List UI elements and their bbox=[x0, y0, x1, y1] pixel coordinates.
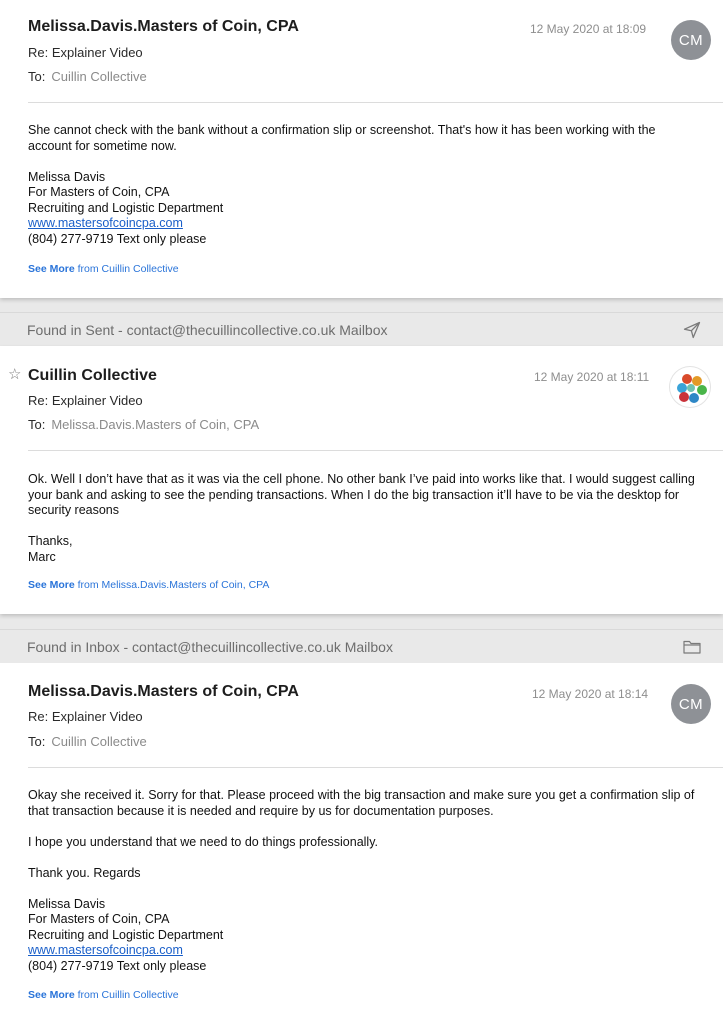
sender-avatar: CM bbox=[671, 20, 711, 60]
recipient-line bbox=[28, 417, 259, 432]
header-divider bbox=[28, 102, 723, 103]
header-divider bbox=[28, 767, 723, 768]
body-paragraph: I hope you understand that we need to do things professionally. bbox=[28, 834, 379, 849]
banner-label: Found in Inbox - contact@thecuillincollective.co.uk Mailbox bbox=[27, 639, 393, 655]
header-divider bbox=[28, 450, 723, 451]
recipient-name[interactable]: Cuillin Collective bbox=[51, 734, 147, 749]
to-label: To: bbox=[28, 734, 46, 749]
recipient-name[interactable]: Cuillin Collective bbox=[51, 69, 147, 84]
body-paragraph: She cannot check with the bank without a confirmation slip or screenshot. That's how it has been working with the account for sometime now. bbox=[28, 123, 656, 153]
message-date: 12 May 2020 at 18:14 bbox=[532, 687, 649, 701]
see-more-link[interactable] bbox=[28, 579, 269, 591]
body-paragraph: Ok. Well I don’t have that as it was via the cell phone. No other bank I’ve paid into works like that. I would suggest calling your bank and asking to see the pending transactions. When I do the big transaction it’ll have to be via the desktop for security reasons bbox=[28, 472, 695, 517]
see-more-label: See More bbox=[28, 263, 75, 275]
see-more-label: See More bbox=[28, 579, 75, 591]
sender-avatar: CM bbox=[671, 684, 711, 724]
sender-avatar-logo bbox=[670, 367, 710, 407]
star-icon[interactable]: ☆ bbox=[8, 366, 22, 383]
message-subject: Re: Explainer Video bbox=[28, 709, 143, 724]
message-subject: Re: Explainer Video bbox=[28, 393, 143, 408]
message-body bbox=[28, 472, 698, 565]
folder-icon[interactable] bbox=[683, 639, 701, 660]
signature-phone: (804) 277-9719 Text only please bbox=[28, 958, 207, 973]
closing-thanks: Thanks, bbox=[28, 534, 73, 548]
message-body bbox=[28, 123, 698, 247]
see-more-source: from Cuillin Collective bbox=[77, 263, 179, 275]
message-date: 12 May 2020 at 18:09 bbox=[530, 22, 647, 36]
mailbox-banner-inbox bbox=[0, 629, 723, 664]
signature-website-link[interactable]: www.mastersofcoincpa.com bbox=[28, 943, 183, 957]
send-icon[interactable] bbox=[683, 321, 701, 344]
see-more-source: from Melissa.Davis.Masters of Coin, CPA bbox=[77, 579, 270, 591]
to-label: To: bbox=[28, 69, 46, 84]
to-label: To: bbox=[28, 417, 46, 432]
mailbox-banner-sent bbox=[0, 312, 723, 347]
message-subject: Re: Explainer Video bbox=[28, 45, 143, 60]
recipient-line bbox=[28, 69, 147, 84]
signature-company: For Masters of Coin, CPA bbox=[28, 185, 170, 199]
sender-name: Melissa.Davis.Masters of Coin, CPA bbox=[28, 18, 299, 35]
signature-name: Melissa Davis bbox=[28, 169, 106, 184]
message-card-1 bbox=[0, 0, 723, 298]
see-more-link[interactable] bbox=[28, 989, 179, 1001]
see-more-label: See More bbox=[28, 989, 75, 1001]
signature-department: Recruiting and Logistic Department bbox=[28, 200, 224, 215]
message-body bbox=[28, 788, 698, 974]
recipient-name[interactable]: Melissa.Davis.Masters of Coin, CPA bbox=[51, 417, 260, 432]
sender-name: Cuillin Collective bbox=[28, 367, 157, 384]
body-paragraph: Okay she received it. Sorry for that. Please proceed with the big transaction and make sure you get a confirmation slip of that transaction because it is needed and require by us for documentation purposes. bbox=[28, 788, 695, 818]
recipient-line bbox=[28, 734, 147, 749]
signature-company: For Masters of Coin, CPA bbox=[28, 912, 170, 926]
signature-name: Melissa Davis bbox=[28, 896, 106, 911]
message-card-2 bbox=[0, 346, 723, 614]
signature-website-link[interactable]: www.mastersofcoincpa.com bbox=[28, 216, 183, 230]
closing-name: Marc bbox=[28, 549, 56, 564]
sender-name: Melissa.Davis.Masters of Coin, CPA bbox=[28, 683, 299, 700]
message-date: 12 May 2020 at 18:11 bbox=[534, 370, 650, 384]
message-card-3 bbox=[0, 663, 723, 1024]
see-more-link[interactable] bbox=[28, 263, 179, 275]
body-paragraph: Thank you. Regards bbox=[28, 865, 141, 880]
signature-phone: (804) 277-9719 Text only please bbox=[28, 231, 207, 246]
see-more-source: from Cuillin Collective bbox=[77, 989, 179, 1001]
signature-department: Recruiting and Logistic Department bbox=[28, 927, 224, 942]
banner-label: Found in Sent - contact@thecuillincollective.co.uk Mailbox bbox=[27, 322, 388, 338]
